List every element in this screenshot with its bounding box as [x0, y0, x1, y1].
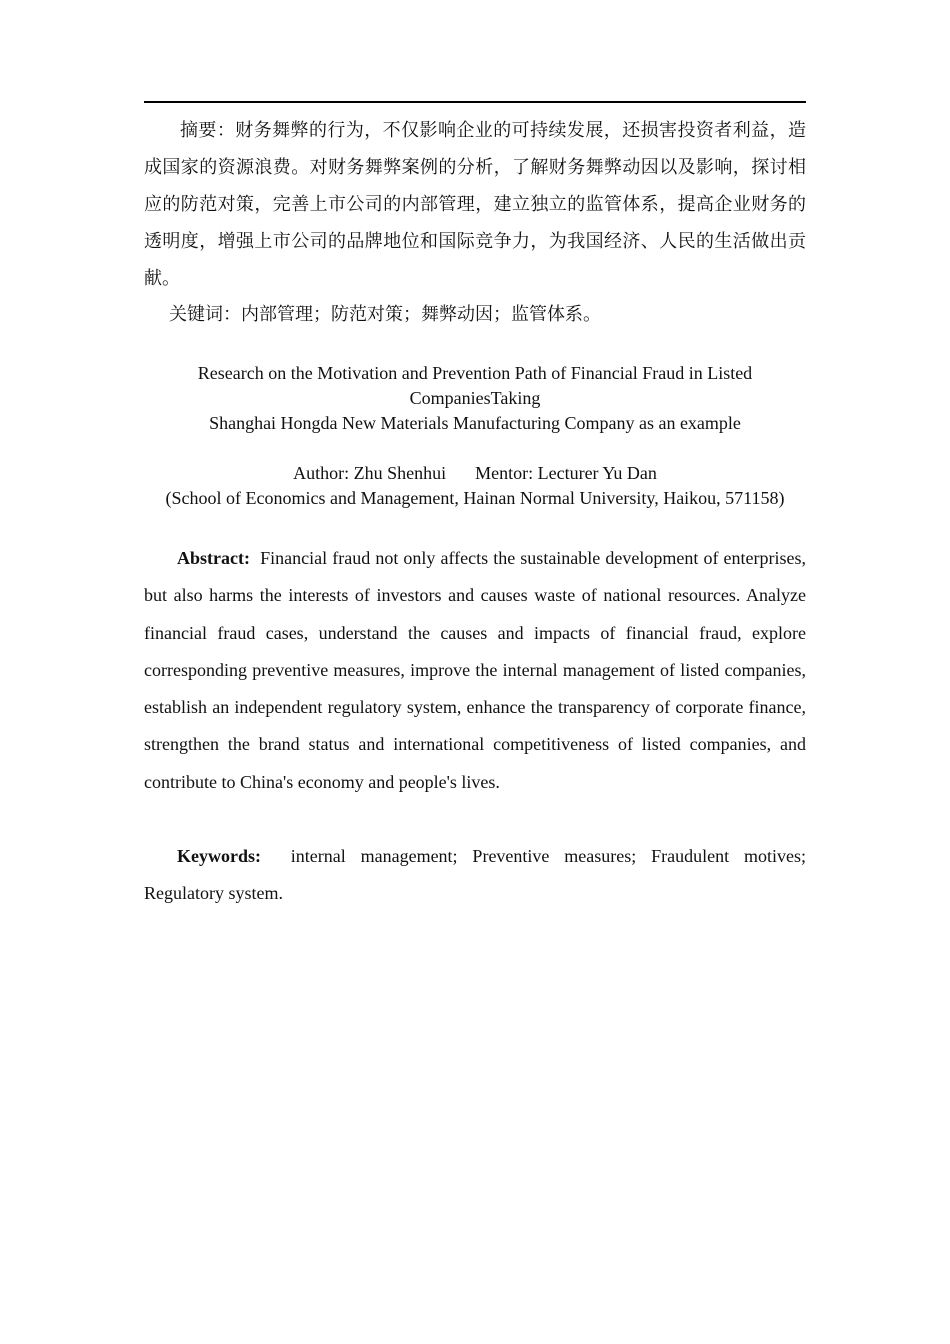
- chinese-keywords-text: 内部管理；防范对策；舞弊动因；监管体系。: [241, 304, 601, 324]
- author-name: Author: Zhu Shenhui: [293, 463, 447, 483]
- chinese-keywords-label: 关键词：: [169, 304, 241, 324]
- english-abstract-text: Financial fraud not only affects the sustainable development of enterprises, but also harms the interests of investors and causes waste of national resources. Analyze financial fraud cases, understand the causes and impacts of financial fraud, explore corresponding preventive measures, improve the internal management of listed companies, establish an independent regulatory system, enhance the transparency of corporate finance, strengthen the brand status and international competitiveness of listed companies, and contribute to China's economy and people's lives.: [144, 548, 806, 792]
- chinese-abstract-text: 财务舞弊的行为，不仅影响企业的可持续发展，还损害投资者利益，造成国家的资源浪费。对财务舞弊案例的分析，了解财务舞弊动因以及影响，探讨相应的防范对策，完善上市公司的内部管理，建立独立的监管体系，提高企业财务的透明度，增强上市公司的品牌地位和国际竞争力，为我国经济、人民的生活做出贡献。: [144, 120, 807, 288]
- english-keywords: [144, 838, 806, 912]
- english-keywords-label: Keywords:: [177, 846, 261, 866]
- english-title-line-1: Research on the Motivation and Prevention Path of Financial Fraud in Listed: [197, 363, 753, 383]
- english-title-line-2: CompaniesTaking: [409, 388, 541, 408]
- chinese-abstract: [144, 112, 806, 297]
- english-abstract-label: Abstract:: [177, 548, 250, 568]
- byline: [130, 461, 820, 511]
- english-abstract: [144, 540, 806, 801]
- chinese-abstract-label: 摘要：: [180, 120, 236, 140]
- mentor-name: Mentor: Lecturer Yu Dan: [475, 463, 657, 483]
- affiliation: (School of Economics and Management, Hainan Normal University, Haikou, 571158): [165, 488, 785, 508]
- english-keywords-text: internal management; Preventive measures; Fraudulent motives; Regulatory system.: [144, 846, 806, 903]
- english-title-line-3: Shanghai Hongda New Materials Manufacturing Company as an example: [209, 413, 741, 433]
- chinese-keywords: [144, 296, 806, 333]
- author-line: [130, 461, 820, 486]
- header-rule: [144, 101, 806, 103]
- english-title: [144, 361, 806, 436]
